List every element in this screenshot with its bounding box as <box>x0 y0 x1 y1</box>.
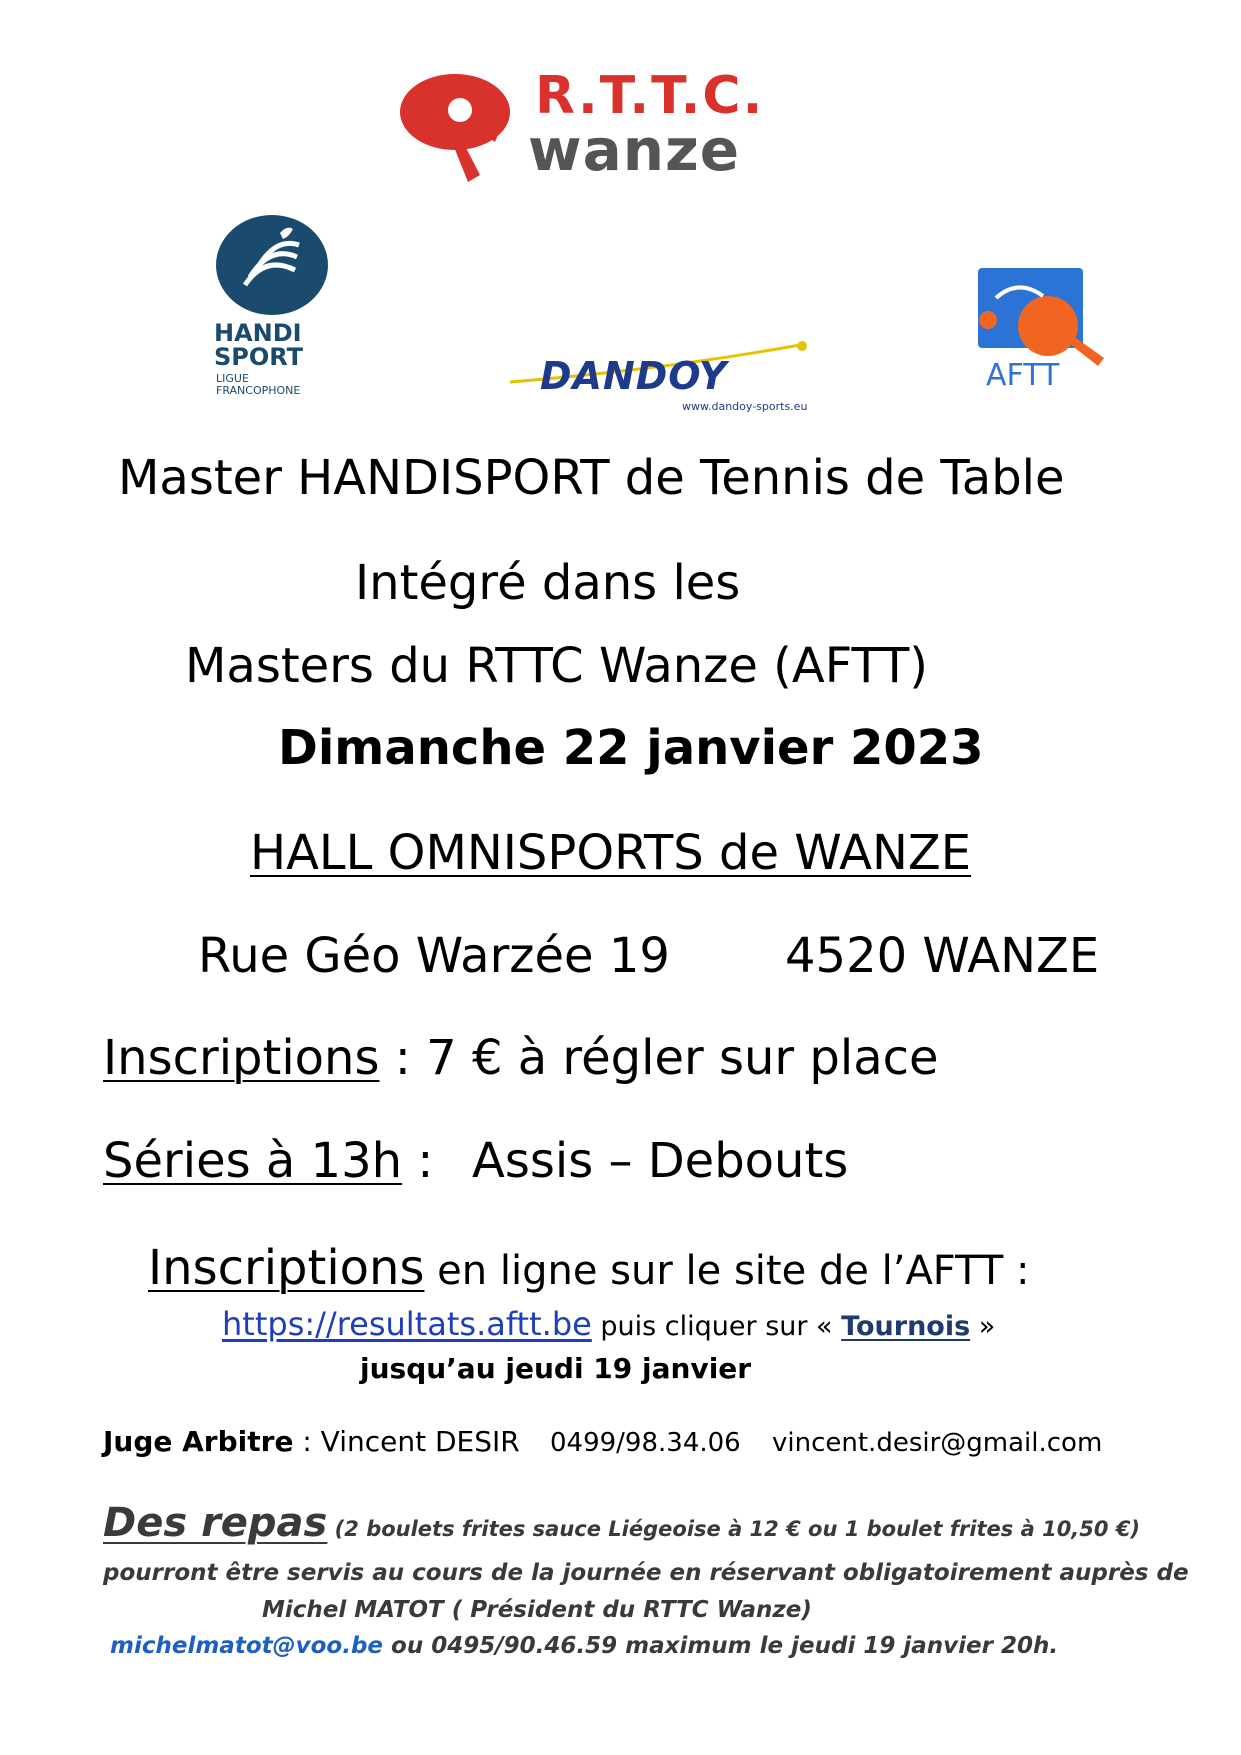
series-line <box>103 1133 433 1189</box>
dandoy-logo <box>510 340 810 415</box>
aftt-logo <box>978 268 1113 398</box>
fee-label: Inscriptions <box>103 1030 380 1086</box>
deadline-text: jusqu’au jeudi 19 janvier <box>360 1352 752 1385</box>
rttc-logo-line2: wanze <box>528 116 741 184</box>
handisport-logo-line4: FRANCOPHONE <box>216 384 301 397</box>
handisport-logo-line1: HANDI <box>214 319 302 347</box>
referee-sep: : <box>293 1425 321 1458</box>
referee-line <box>103 1425 520 1458</box>
click-pre-text: puis cliquer sur « <box>591 1311 842 1342</box>
referee-email: vincent.desir@gmail.com <box>772 1428 1103 1458</box>
subtitle-line2: Masters du RTTC Wanze (AFTT) <box>185 638 929 694</box>
rttc-logo-line1: R.T.T.C. <box>535 66 765 126</box>
aftt-results-link[interactable]: https://resultats.aftt.be <box>222 1305 592 1343</box>
matot-email-link[interactable]: michelmatot@voo.be <box>110 1633 384 1659</box>
meals-label: Des repas <box>103 1500 328 1546</box>
series-label: Séries à 13h <box>103 1133 403 1189</box>
paddle-icon <box>400 70 525 185</box>
page-title: Master HANDISPORT de Tennis de Table <box>118 450 1065 506</box>
address-city: 4520 WANZE <box>785 928 1100 984</box>
aftt-paddle-icon <box>978 268 1113 368</box>
tournois-link[interactable]: Tournois <box>841 1311 971 1342</box>
aftt-logo-name: AFTT <box>986 358 1060 393</box>
online-url-line <box>222 1305 995 1343</box>
online-label: Inscriptions <box>148 1240 425 1296</box>
click-post-text: » <box>970 1311 996 1342</box>
referee-phone: 0499/98.34.06 <box>550 1428 741 1458</box>
referee-label: Juge Arbitre <box>103 1425 294 1458</box>
venue-name: HALL OMNISPORTS de WANZE <box>250 825 972 881</box>
rooster-emblem-icon <box>215 215 330 315</box>
handisport-logo-line3: LIGUE <box>216 372 249 385</box>
fee-text: : 7 € à régler sur place <box>379 1030 939 1086</box>
meals-line3: Michel MATOT ( Président du RTTC Wanze) <box>262 1597 812 1623</box>
address-street: Rue Géo Warzée 19 <box>198 928 670 984</box>
subtitle-line1: Intégré dans les <box>355 555 741 611</box>
handisport-logo-line2: SPORT <box>214 343 304 371</box>
event-date: Dimanche 22 janvier 2023 <box>278 720 984 776</box>
dandoy-logo-name: DANDOY <box>540 354 728 398</box>
meals-contact-line <box>110 1633 1058 1659</box>
meals-line2: pourront être servis au cours de la journée en réservant obligatoirement auprès de <box>103 1560 1189 1586</box>
series-sep: : <box>402 1133 434 1189</box>
series-text: Assis – Debouts <box>472 1133 849 1189</box>
dandoy-logo-url: www.dandoy-sports.eu <box>682 400 808 413</box>
meals-detail: (2 boulets frites sauce Liégeoise à 12 € ou 1 boulet frites à 10,50 €) <box>327 1517 1141 1541</box>
fee-line <box>103 1030 939 1086</box>
meals-line <box>103 1500 1140 1546</box>
referee-name: Vincent DESIR <box>320 1425 520 1458</box>
handisport-logo <box>210 215 345 405</box>
online-text: en ligne sur le site de l’AFTT : <box>424 1248 1030 1294</box>
rttc-logo <box>400 66 790 185</box>
meals-contact-rest: ou 0495/90.46.59 maximum le jeudi 19 janvier 20h. <box>383 1633 1059 1659</box>
online-line <box>148 1240 1029 1296</box>
